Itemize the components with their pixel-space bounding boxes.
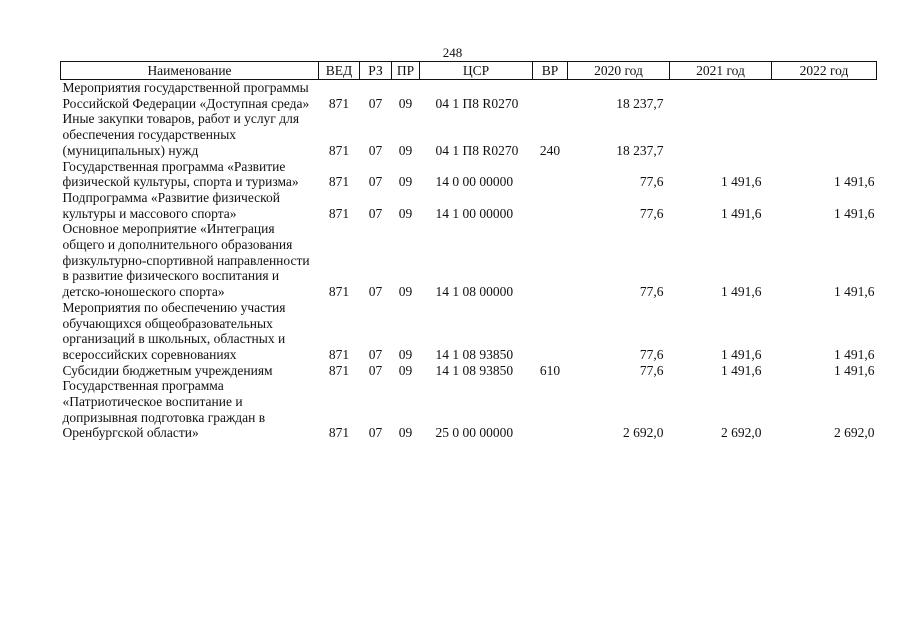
row-vr: 610 — [539, 362, 561, 378]
row-rz: 07 — [368, 142, 383, 158]
row-2020: 77,6 — [639, 362, 664, 378]
row-2021 — [670, 80, 772, 112]
table-row — [61, 111, 877, 158]
row-pr: 09 — [398, 174, 413, 190]
budget-table — [60, 61, 877, 441]
row-name: Государственная программа «Патриотическое воспитание и допризывная подготовка граждан в Оренбургской области» — [62, 378, 266, 441]
row-rz: 07 — [368, 174, 383, 190]
row-2020: 18 237,7 — [616, 95, 664, 111]
row-2022: 1 491,6 — [834, 362, 875, 378]
row-ved: 871 — [328, 95, 350, 111]
row-2021: 1 491,6 — [721, 205, 762, 221]
row-2021: 1 491,6 — [721, 362, 762, 378]
table-row — [61, 221, 877, 300]
row-2020: 77,6 — [639, 346, 664, 362]
row-name: Мероприятия государственной программы Российской Федерации «Доступная среда» — [62, 80, 310, 111]
row-2021: 1 491,6 — [721, 174, 762, 190]
row-pr: 09 — [398, 95, 413, 111]
row-2020: 18 237,7 — [616, 142, 664, 158]
row-vr — [533, 300, 568, 363]
header-2020: 2020 год — [568, 62, 670, 80]
header-rz: РЗ — [360, 62, 392, 80]
row-2020: 2 692,0 — [623, 425, 664, 441]
table-row — [61, 300, 877, 363]
row-csr: 14 1 08 93850 — [435, 362, 514, 378]
row-name: Иные закупки товаров, работ и услуг для обеспечения государственных (муниципальных) нужд — [62, 111, 300, 158]
row-csr: 04 1 П8 R0270 — [435, 142, 519, 158]
row-vr — [533, 190, 568, 221]
row-2021: 1 491,6 — [721, 346, 762, 362]
header-pr: ПР — [392, 62, 420, 80]
row-2020: 77,6 — [639, 205, 664, 221]
row-name: Подпрограмма «Развитие физической культуры и массового спорта» — [62, 189, 281, 221]
row-ved: 871 — [328, 174, 350, 190]
header-name: Наименование — [61, 62, 319, 80]
row-2022 — [772, 80, 877, 112]
row-vr: 240 — [539, 142, 561, 158]
row-rz: 07 — [368, 205, 383, 221]
row-rz: 07 — [368, 425, 383, 441]
table-row — [61, 378, 877, 441]
row-ved: 871 — [328, 142, 350, 158]
row-2021: 2 692,0 — [721, 425, 762, 441]
row-2021: 1 491,6 — [721, 284, 762, 300]
row-2022: 2 692,0 — [834, 425, 875, 441]
row-2022: 1 491,6 — [834, 205, 875, 221]
row-ved: 871 — [328, 425, 350, 441]
header-2022: 2022 год — [772, 62, 877, 80]
row-name: Мероприятия по обеспечению участия обучающихся общеобразовательных организаций в школьных, областных и всероссийских соревнованиях — [62, 299, 286, 362]
row-csr: 14 1 08 00000 — [435, 284, 514, 300]
row-pr: 09 — [398, 362, 413, 378]
row-vr — [533, 159, 568, 190]
row-ved: 871 — [328, 362, 350, 378]
row-2022 — [772, 111, 877, 158]
row-csr: 25 0 00 00000 — [435, 425, 514, 441]
header-2021: 2021 год — [670, 62, 772, 80]
header-ved: ВЕД — [319, 62, 360, 80]
row-rz: 07 — [368, 95, 383, 111]
row-2020: 77,6 — [639, 174, 664, 190]
table-row — [61, 363, 877, 379]
row-csr: 14 1 00 00000 — [435, 205, 514, 221]
row-rz: 07 — [368, 284, 383, 300]
table-row — [61, 190, 877, 221]
table-header — [61, 62, 877, 80]
row-rz: 07 — [368, 362, 383, 378]
row-name: Государственная программа «Развитие физической культуры, спорта и туризма» — [62, 158, 299, 190]
row-pr: 09 — [398, 205, 413, 221]
row-csr: 14 1 08 93850 — [435, 346, 514, 362]
row-vr — [533, 221, 568, 300]
row-2022: 1 491,6 — [834, 174, 875, 190]
row-ved: 871 — [328, 284, 350, 300]
row-2022: 1 491,6 — [834, 284, 875, 300]
row-csr: 04 1 П8 R0270 — [435, 95, 519, 111]
row-pr: 09 — [398, 284, 413, 300]
row-ved: 871 — [328, 346, 350, 362]
row-ved: 871 — [328, 205, 350, 221]
table-body — [61, 80, 877, 442]
row-pr: 09 — [398, 346, 413, 362]
table-row — [61, 80, 877, 112]
row-vr — [533, 378, 568, 441]
row-2022: 1 491,6 — [834, 346, 875, 362]
row-vr — [533, 80, 568, 112]
row-name: Основное мероприятие «Интеграция общего и дополнительного образования физкультурно-спортивной направленности в развитие физического воспитания и детско-юношеского спорта» — [62, 221, 310, 300]
header-vr: ВР — [533, 62, 568, 80]
row-pr: 09 — [398, 425, 413, 441]
row-pr: 09 — [398, 142, 413, 158]
page-number: 248 — [442, 45, 463, 60]
row-name: Субсидии бюджетным учреждениям — [62, 362, 273, 378]
row-csr: 14 0 00 00000 — [435, 174, 514, 190]
row-2020: 77,6 — [639, 284, 664, 300]
row-rz: 07 — [368, 346, 383, 362]
table-row — [61, 159, 877, 190]
row-2021 — [670, 111, 772, 158]
header-csr: ЦСР — [420, 62, 533, 80]
